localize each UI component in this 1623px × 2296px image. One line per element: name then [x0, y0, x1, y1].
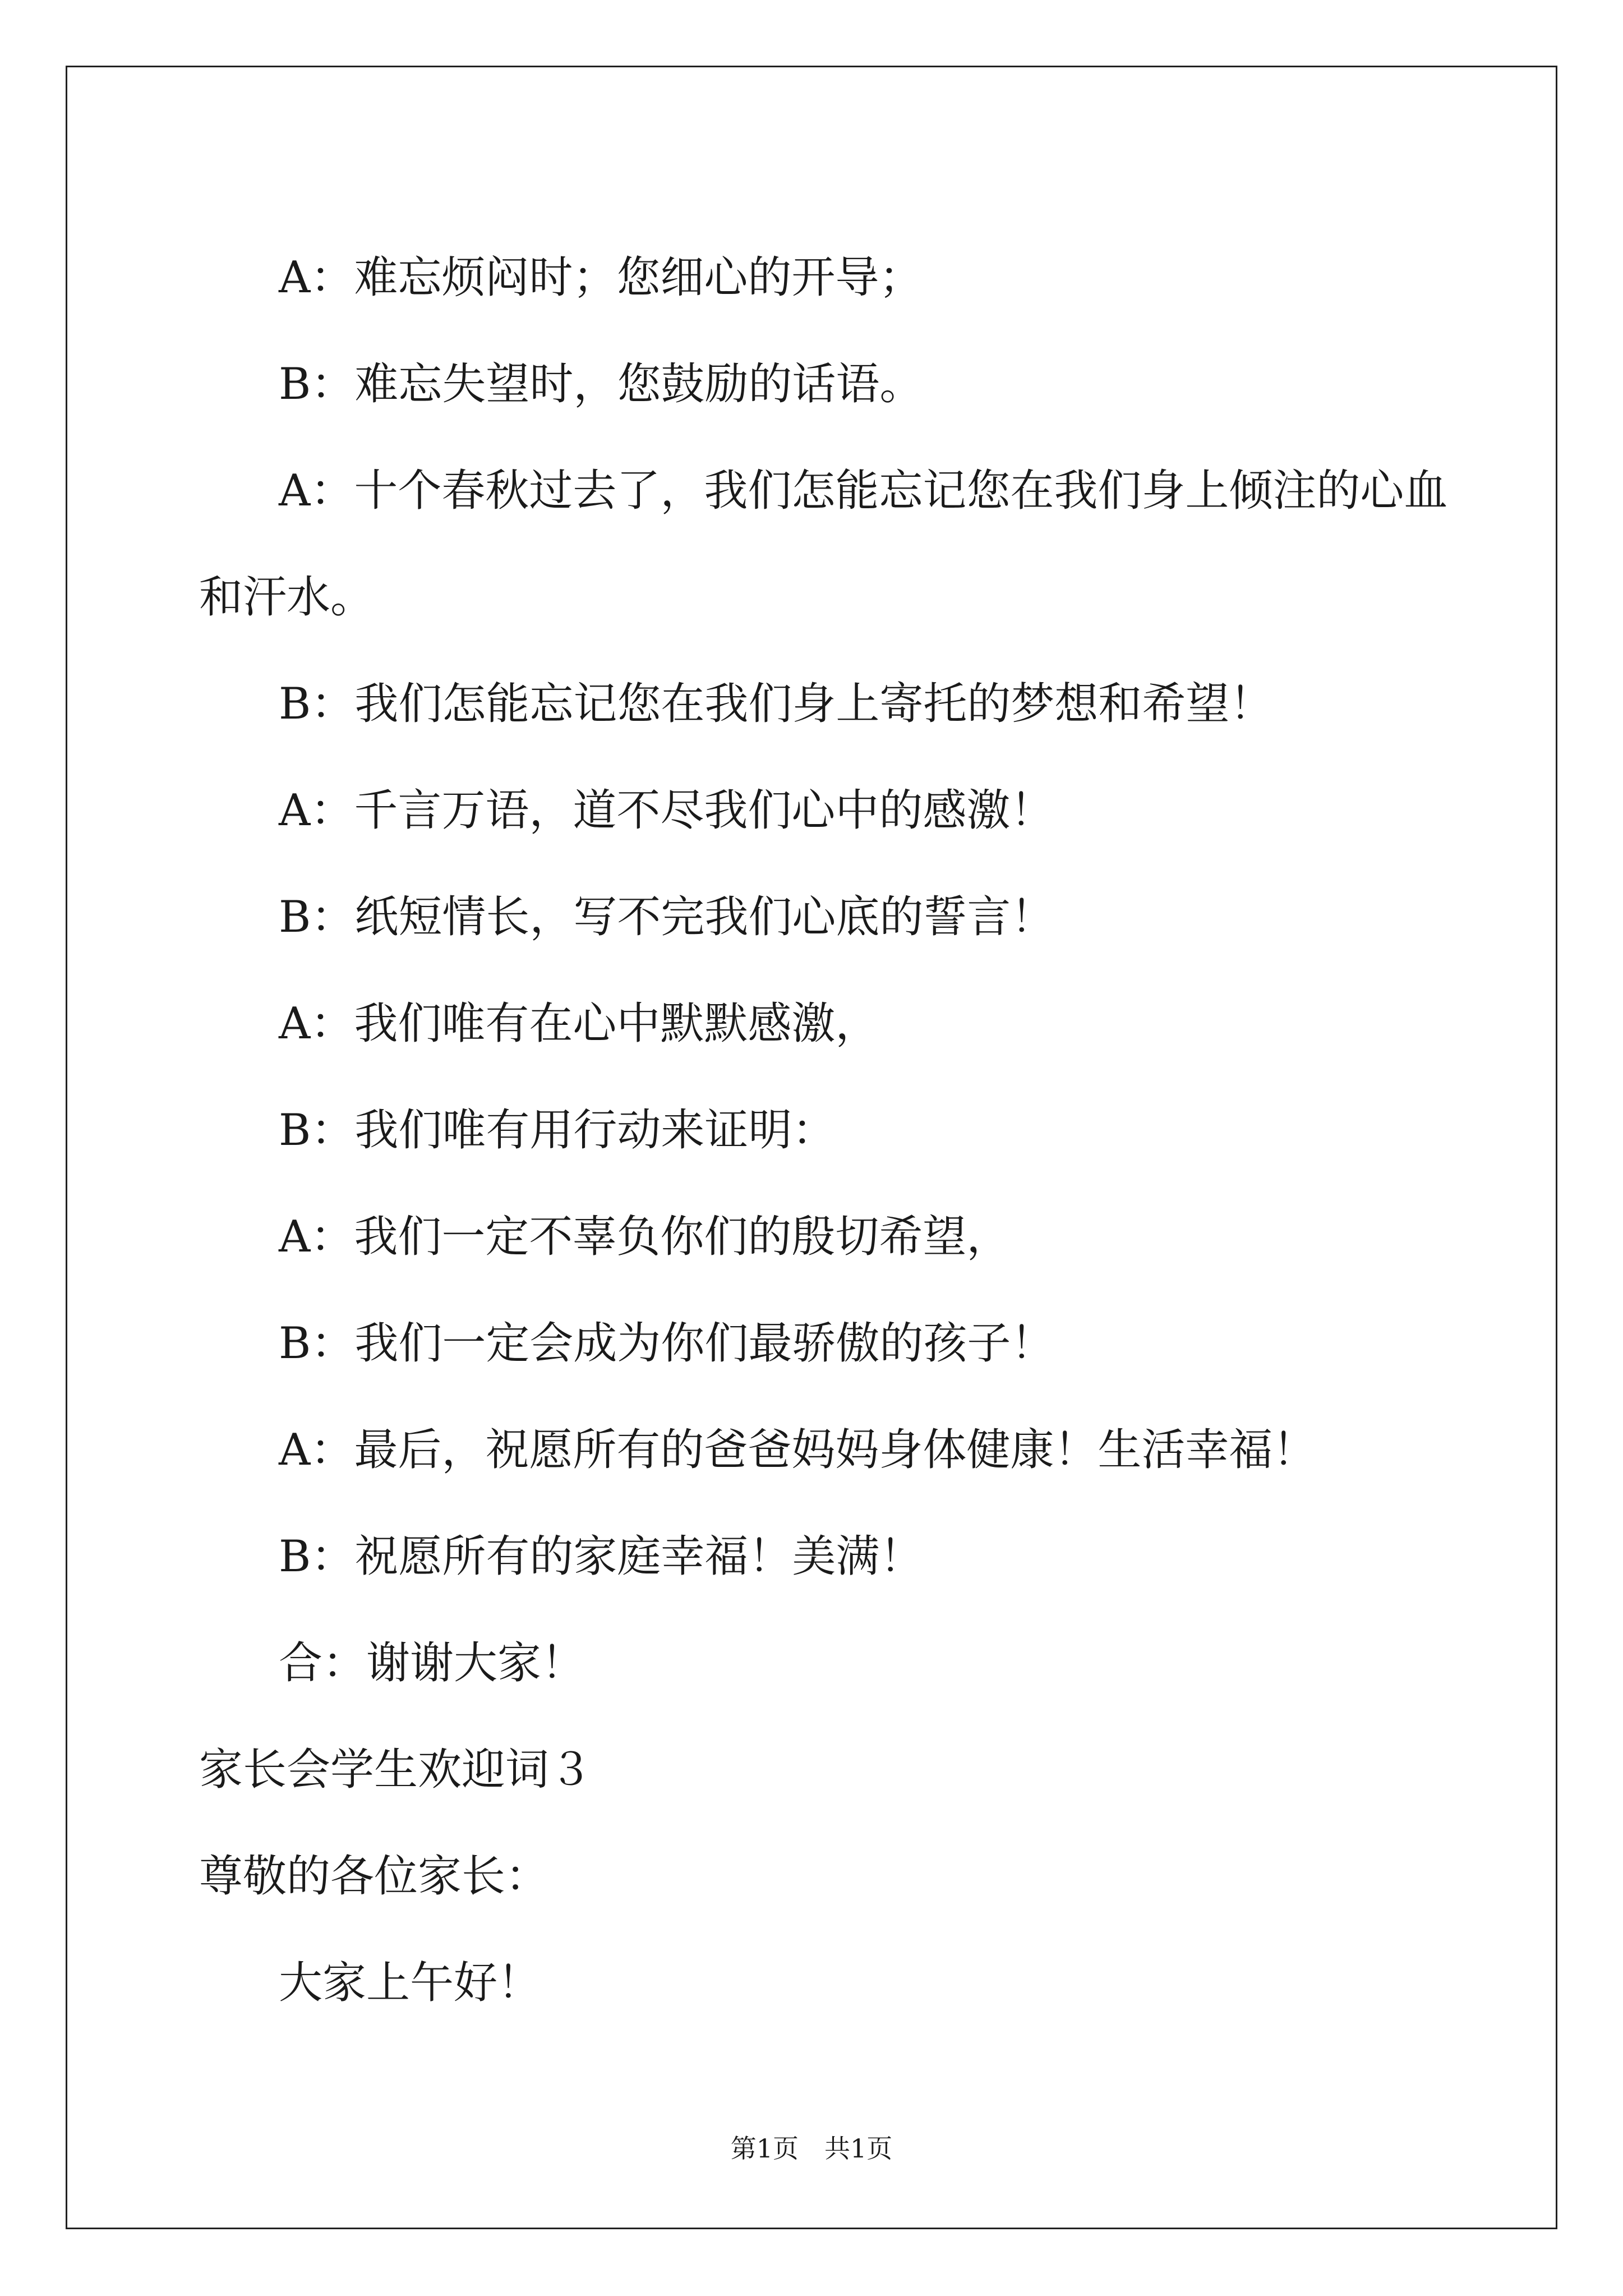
dialogue-line: A：我们一定不辜负你们的殷切希望， [279, 1212, 1011, 1262]
document-body [199, 224, 1455, 2036]
page-number-footer: 第1页 共1页 [730, 2133, 893, 2164]
dialogue-line: A：千言万语，道不尽我们心中的感激！ [279, 785, 1054, 836]
dialogue-line: A：十个春秋过去了，我们怎能忘记您在我们身上倾注的心血和汗水。 [199, 466, 1448, 623]
dialogue-line: 合：谢谢大家！ [279, 1638, 585, 1688]
dialogue-line: B：纸短情长，写不完我们心底的誓言！ [279, 892, 1055, 942]
dialogue-line: B：我们一定会成为你们最骄傲的孩子！ [279, 1318, 1055, 1369]
dialogue-line: B：难忘失望时，您鼓励的话语。 [279, 359, 924, 409]
dialogue-line: B：我们怎能忘记您在我们身上寄托的梦想和希望！ [279, 679, 1274, 729]
dialogue-line: B：我们唯有用行动来证明： [279, 1105, 836, 1156]
dialogue-line: A：我们唯有在心中默默感激， [279, 999, 879, 1049]
salutation: 尊敬的各位家长： [199, 1851, 550, 1902]
dialogue-line: B：祝愿所有的家庭幸福！美满！ [279, 1531, 924, 1582]
dialogue-line: A：最后，祝愿所有的爸爸妈妈身体健康！生活幸福！ [279, 1425, 1317, 1475]
dialogue-line: A：难忘烦闷时；您细心的开导； [279, 252, 923, 303]
section-heading: 家长会学生欢迎词３ [199, 1745, 593, 1795]
greeting: 大家上午好！ [279, 1958, 542, 2008]
